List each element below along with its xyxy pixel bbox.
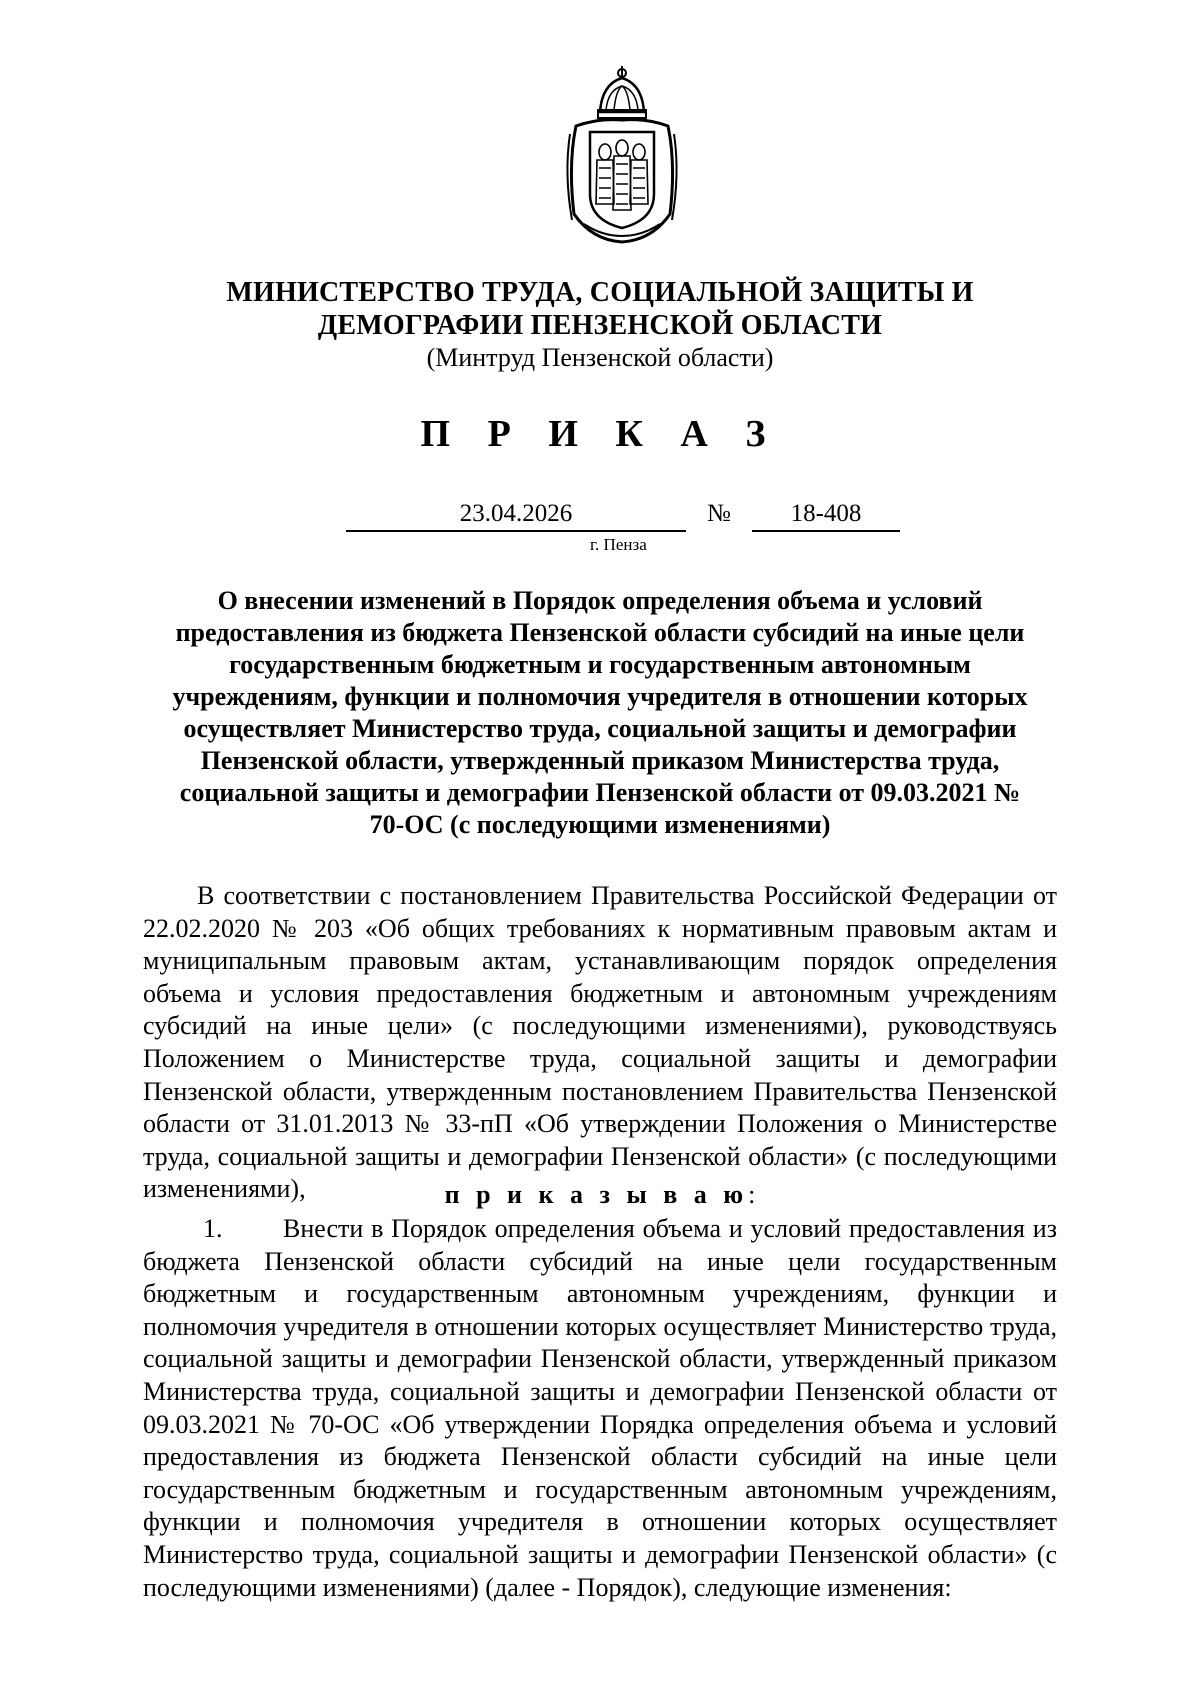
item-1-number: 1. [203, 1214, 223, 1243]
order-word-colon: : [748, 1180, 756, 1209]
order-word [0, 1179, 1200, 1211]
ministry-name-line1: МИНИСТЕРСТВО ТРУДА, СОЦИАЛЬНОЙ ЗАЩИТЫ И [226, 277, 974, 308]
ministry-name [0, 276, 1200, 342]
penza-coat-of-arms-icon [562, 64, 682, 244]
city-label: г. Пенза [590, 535, 647, 554]
preamble-paragraph: В соответствии с постановлением Правительства Российской Федерации от 22.02.2020 № 203 «Об общих требованиях к нормативным правовым актам и муниципальным правовым актам, устанавливающим порядок определения объема и условия предоставления бюджетным и автономным учреждениям субсидий на иные цели» (с последующими изменениями), руководствуясь Положением о Министерстве труда, социальной защиты и демографии Пензенской области, утвержденным постановлением Правительства Пензенской области от 31.01.2013 № 33-пП «Об утверждении Положения о Министерстве труда, социальной защиты и демографии Пензенской области» (с последующими изменениями), [143, 881, 1057, 1204]
order-word-text: п р и к а з ы в а ю [444, 1180, 749, 1209]
order-number: 18-408 [752, 498, 900, 532]
document-type-heading: П Р И К А З [420, 413, 780, 455]
item-1-text: Внести в Порядок определения объема и условий предоставления из бюджета Пензенской области субсидий на иные цели государственным бюджетным и государственным автономным учреждениям, функции и полномочия учредителя в отношении которых осуществляет Министерство труда, социальной защиты и демографии Пензенской области, утвержденный приказом Министерства труда, социальной защиты и демографии Пензенской области от 09.03.2021 № 70-ОС «Об утверждении Порядка определения объема и условий предоставления из бюджета Пензенской области субсидий на иные цели государственным бюджетным и государственным автономным учреждениям, функции и полномочия учредителя в отношении которых осуществляет Министерство труда, социальной защиты и демографии Пензенской области» (с последующими изменениями) (далее - Порядок), следующие изменения: [143, 1214, 1057, 1602]
number-sign: № [707, 500, 731, 527]
item-1-paragraph [143, 1213, 1057, 1604]
ministry-name-line2: ДЕМОГРАФИИ ПЕНЗЕНСКОЙ ОБЛАСТИ [317, 310, 883, 341]
order-date: 23.04.2026 [346, 498, 686, 532]
ministry-short-name: (Минтруд Пензенской области) [426, 343, 774, 372]
document-title: О внесении изменений в Порядок определения объема и условий предоставления из бюджета Пензенской области субсидий на иные цели государственным бюджетным и государственным автономным учреждениям, функции и полномочия учредителя в отношении которых осуществляет Министерство труда, социальной защиты и демографии Пензенской области, утвержденный приказом Министерства труда, социальной защиты и демографии Пензенской области от 09.03.2021 № 70-ОС (с последующими изменениями) [172, 586, 1028, 839]
